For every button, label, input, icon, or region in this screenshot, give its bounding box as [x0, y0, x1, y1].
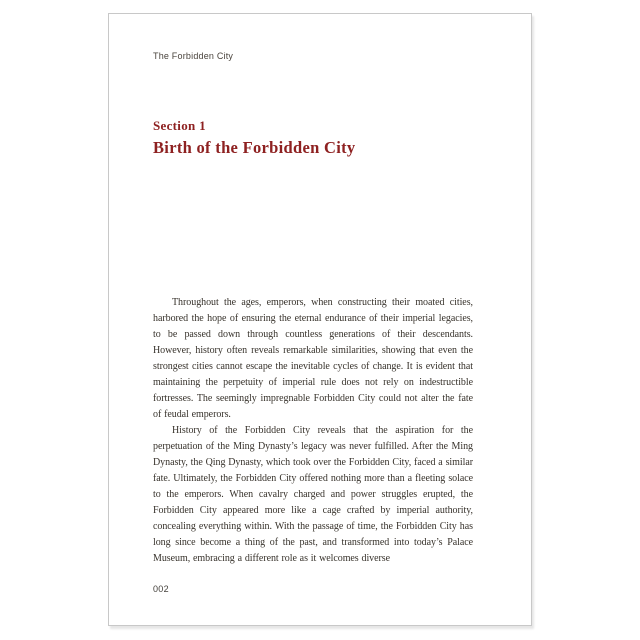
- paragraph-1: Throughout the ages, emperors, when constructing their moated cities, harbored the hope of ensuring the eternal endurance of their imperial legacies, to be passed down through countless generations of their descendants. However, history often reveals remarkable similarities, showing that even the strongest cities cannot escape the inevitable cycles of change. It is evident that maintaining the perpetuity of imperial rule does not rely on indestructible fortresses. The seemingly impregnable Forbidden City could not alter the fate of feudal emperors.: [153, 297, 473, 420]
- page-number: 002: [153, 584, 169, 594]
- book-page: [108, 13, 532, 626]
- paragraph-2: History of the Forbidden City reveals that the aspiration for the perpetuation of the Ming Dynasty’s legacy was never fulfilled. After the Ming Dynasty, the Qing Dynasty, which took over the Forbidden City, faced a similar fate. Ultimately, the Forbidden City offered nothing more than a fleeting solace to the emperors. When cavalry charged and power struggles erupted, the Forbidden City appeared more like a cage crafted by imperial authority, concealing everything within. With the passage of time, the Forbidden City has long since become a thing of the past, and transformed into today’s Palace Museum, embracing a different role as it welcomes diverse: [153, 425, 473, 564]
- section-label: Section 1: [153, 118, 206, 133]
- body-text-block: [153, 295, 473, 567]
- section-title: Birth of the Forbidden City: [153, 138, 356, 157]
- running-header: The Forbidden City: [153, 51, 234, 61]
